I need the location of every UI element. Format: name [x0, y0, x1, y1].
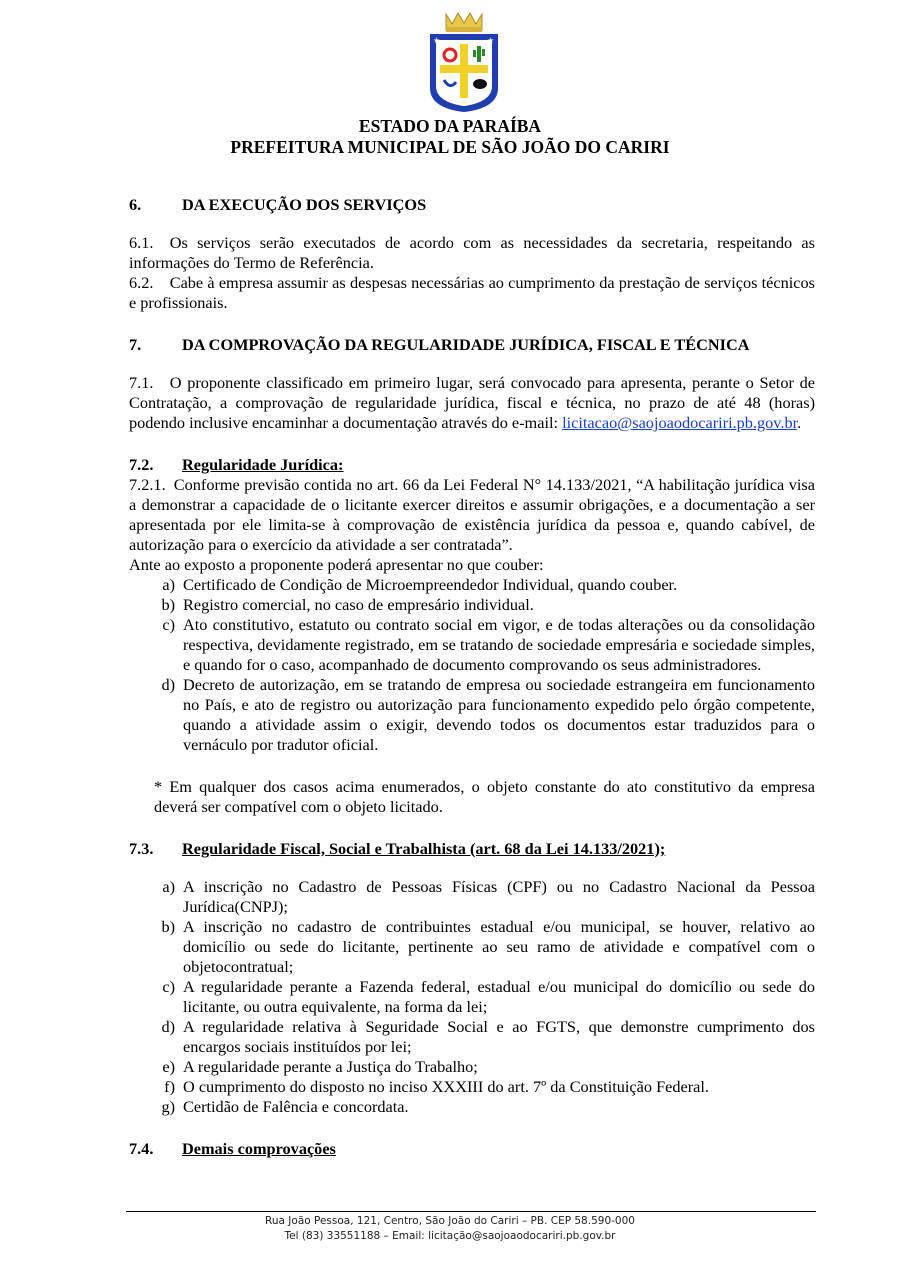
coat-of-arms-icon	[420, 10, 508, 114]
paragraph-7-2-1: 7.2.1. Conforme previsão contida no art. 66 da Lei Federal N° 14.133/2021, “A habilitação jurídica visa a demonstrar a capacidade de o licitante exercer direitos e assumir obrigações, e a documentação a ser apresentada por ele limita-se à comprovação de existência jurídica da pessoa e, quando cabível, de autorização para o exercício da atividade a ser contratada”.	[129, 475, 815, 554]
list-item: d) A regularidade relativa à Seguridade Social e ao FGTS, que demonstre cumprimento dos encargos sociais instituídos por lei;	[161, 1017, 815, 1056]
list-7-3	[129, 877, 815, 1117]
list-item: c) Ato constitutivo, estatuto ou contrato social em vigor, e de todas alterações ou da consolidação respectiva, devidamente registrado, em se tratando de sociedade empresária e sociedade simples, e quando for o caso, acompanhado de documento comprovando os seus administradores.	[162, 615, 815, 674]
section-7-2-heading: 7.2. Regularidade Jurídica:	[129, 455, 344, 474]
section-6-title: DA EXECUÇÃO DOS SERVIÇOS	[182, 195, 427, 214]
list-item: b) Registro comercial, no caso de empresário individual.	[161, 595, 534, 614]
note-7-2: * Em qualquer dos casos acima enumerados, o objeto constante do ato constitutivo da empresa deverá ser compatível com o objeto licitado.	[154, 777, 815, 816]
section-6-heading: 6. DA EXECUÇÃO DOS SERVIÇOS	[129, 195, 427, 214]
section-7-4-heading: 7.4. Demais comprovações	[129, 1139, 336, 1158]
header-state: ESTADO DA PARAÍBA	[358, 116, 542, 136]
section-7-title: DA COMPROVAÇÃO DA REGULARIDADE JURÍDICA, FISCAL E TÉCNICA	[182, 335, 750, 354]
svg-text:★: ★	[433, 36, 441, 45]
list-item: a) A inscrição no Cadastro de Pessoas Físicas (CPF) ou no Cadastro Nacional da Pessoa Jurídica(CNPJ);	[162, 877, 815, 916]
paragraph-6-1: 6.1. Os serviços serão executados de acordo com as necessidades da secretaria, respeitando as informações do Termo de Referência.	[129, 233, 815, 272]
section-7-3-heading: 7.3. Regularidade Fiscal, Social e Trabalhista (art. 68 da Lei 14.133/2021);	[129, 839, 666, 858]
list-item: f) O cumprimento do disposto no inciso XXXIII do art. 7º da Constituição Federal.	[164, 1077, 709, 1096]
email-link[interactable]: licitacao@saojoaodocariri.pb.gov.br	[562, 413, 798, 432]
section-7-4-title: Demais comprovações	[182, 1139, 336, 1158]
footer-contact: Tel (83) 33551188 – Email: licitação@saojoaodocariri.pb.gov.br	[284, 1230, 616, 1242]
list-item: g) Certidão de Falência e concordata.	[161, 1097, 409, 1116]
section-7-3-title: Regularidade Fiscal, Social e Trabalhista (art. 68 da Lei 14.133/2021);	[182, 839, 666, 858]
footer-address: Rua João Pessoa, 121, Centro, São João do Cariri – PB. CEP 58.590-000	[265, 1215, 635, 1227]
header-prefeitura: PREFEITURA MUNICIPAL DE SÃO JOÃO DO CARIRI	[230, 137, 670, 157]
section-7-2-title: Regularidade Jurídica:	[182, 455, 344, 474]
footer-divider	[126, 1211, 816, 1212]
list-item: c) A regularidade perante a Fazenda federal, estadual e/ou municipal do domicílio ou sede do licitante, ou outra equivalente, na forma da lei;	[162, 977, 815, 1016]
list-item: a) Certificado de Condição de Microempreendedor Individual, quando couber.	[162, 575, 678, 594]
list-item: e) A regularidade perante a Justiça do Trabalho;	[162, 1057, 478, 1076]
paragraph-7-2-intro: Ante ao exposto a proponente poderá apresentar no que couber:	[129, 555, 544, 574]
section-7-heading: 7. DA COMPROVAÇÃO DA REGULARIDADE JURÍDICA, FISCAL E TÉCNICA	[129, 335, 750, 354]
paragraph-6-2: 6.2. Cabe à empresa assumir as despesas necessárias ao cumprimento da prestação de serviços técnicos e profissionais.	[129, 273, 815, 312]
list-item: b) A inscrição no cadastro de contribuintes estadual e/ou municipal, se houver, relativo ao domicílio ou sede do licitante, pertinente ao seu ramo de atividade e compatível com o objetocontratual;	[161, 917, 815, 976]
document-body	[129, 195, 815, 1159]
svg-text:★: ★	[487, 36, 495, 45]
list-7-2	[129, 575, 815, 755]
list-item: d) Decreto de autorização, em se tratando de empresa ou sociedade estrangeira em funcionamento no País, e ato de registro ou autorização para funcionamento expedido pelo órgão competente, quando a atividade assim o exigir, devendo todos os documentos estar traduzidos para o vernáculo por tradutor oficial.	[161, 675, 815, 754]
paragraph-7-1: 7.1. O proponente classificado em primeiro lugar, será convocado para apresenta, perante o Setor de Contratação, a comprovação de regularidade jurídica, fiscal e técnica, no prazo de até 48 (horas) podendo inclusive encaminhar a documentação através do e-mail: licitacao@saojoaodocariri.pb.gov.br.	[129, 373, 815, 432]
